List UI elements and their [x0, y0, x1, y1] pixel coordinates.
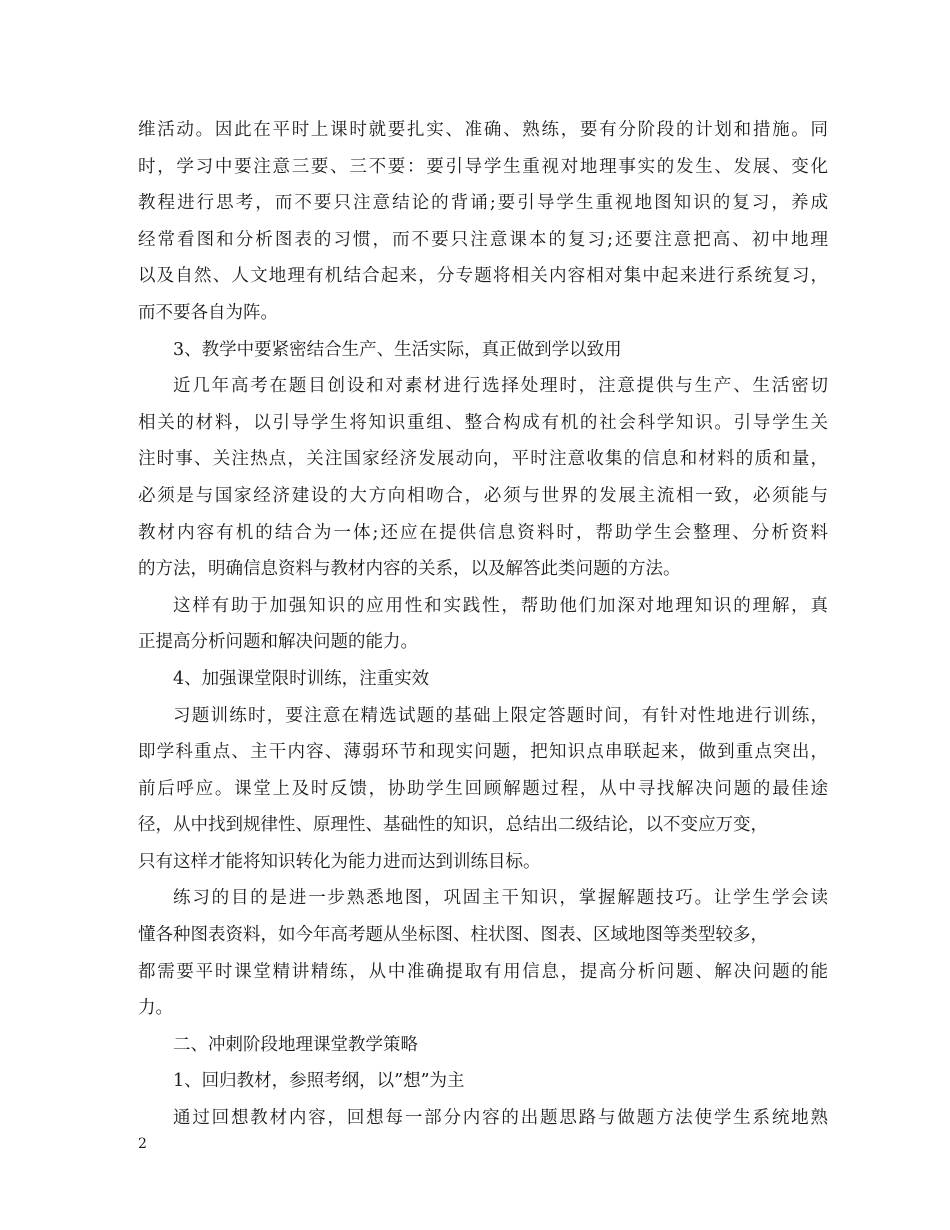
text-line: 径，从中找到规律性、原理性、基础性的知识，总结出二级结论，以不变应万变，: [138, 815, 768, 836]
text-line: 前后呼应。课堂上及时反馈，协助学生回顾解题过程，从中寻找解决问题的最佳途: [138, 778, 828, 799]
text-line: 教材内容有机的结合为一体;还应在提供信息资料时，帮助学生会整理、分析资料: [138, 522, 828, 543]
text-line: 以及自然、人文地理有机结合起来，分专题将相关内容相对集中起来进行系统复习，: [138, 266, 828, 287]
text-line: 即学科重点、主干内容、薄弱环节和现实问题，把知识点串联起来，做到重点突出，: [138, 742, 828, 763]
text-line: 注时事、关注热点，关注国家经济发展动向，平时注意收集的信息和材料的质和量，: [138, 449, 828, 470]
text-line: 的方法，明确信息资料与教材内容的关系，以及解答此类问题的方法。: [138, 559, 681, 580]
text-line: 经常看图和分析图表的习惯，而不要只注意课本的复习;还要注意把高、初中地理: [138, 229, 828, 250]
document-body: [138, 112, 828, 1137]
text-line: 习题训练时，要注意在精选试题的基础上限定答题时间，有针对性地进行训练，: [173, 705, 828, 726]
text-line: 只有这样才能将知识转化为能力进而达到训练目标。: [138, 851, 541, 872]
text-line: 4、加强课堂限时训练，注重实效: [173, 668, 430, 689]
text-line: 二、冲刺阶段地理课堂教学策略: [173, 1034, 418, 1055]
text-line: 3、教学中要紧密结合生产、生活实际，真正做到学以致用: [173, 339, 622, 360]
text-line: 必须是与国家经济建设的大方向相吻合，必须与世界的发展主流相一致，必须能与: [138, 485, 828, 506]
text-line: 通过回想教材内容，回想每一部分内容的出题思路与做题方法使学生系统地熟: [173, 1108, 828, 1129]
body-text: [138, 112, 828, 1137]
text-line: 练习的目的是进一步熟悉地图，巩固主干知识，掌握解题技巧。让学生学会读: [173, 888, 828, 909]
text-line: 维活动。因此在平时上课时就要扎实、准确、熟练，要有分阶段的计划和措施。同: [138, 120, 828, 140]
text-line: 这样有助于加强知识的应用性和实践性，帮助他们加深对地理知识的理解，真: [173, 595, 828, 616]
page-number: 2: [138, 1136, 147, 1152]
text-line: 1、回归教材，参照考纲，以”想”为主: [173, 1071, 465, 1092]
text-line: 相关的材料，以引导学生将知识重组、整合构成有机的社会科学知识。引导学生关: [138, 412, 828, 433]
text-line: 而不要各自为阵。: [138, 302, 278, 323]
text-line: 懂各种图表资料，如今年高考题从坐标图、柱状图、图表、区域地图等类型较多，: [138, 925, 768, 946]
text-line: 正提高分析问题和解决问题的能力。: [138, 632, 418, 653]
text-line: 时，学习中要注意三要、三不要：要引导学生重视对地理事实的发生、发展、变化: [138, 156, 828, 177]
text-line: 教程进行思考，而不要只注意结论的背诵;要引导学生重视地图知识的复习，养成: [138, 193, 828, 214]
text-line: 力。: [138, 998, 173, 1019]
text-line: 都需要平时课堂精讲精练，从中准确提取有用信息，提高分析问题、解决问题的能: [138, 961, 828, 982]
text-line: 近几年高考在题目创设和对素材进行选择处理时，注意提供与生产、生活密切: [173, 376, 828, 397]
